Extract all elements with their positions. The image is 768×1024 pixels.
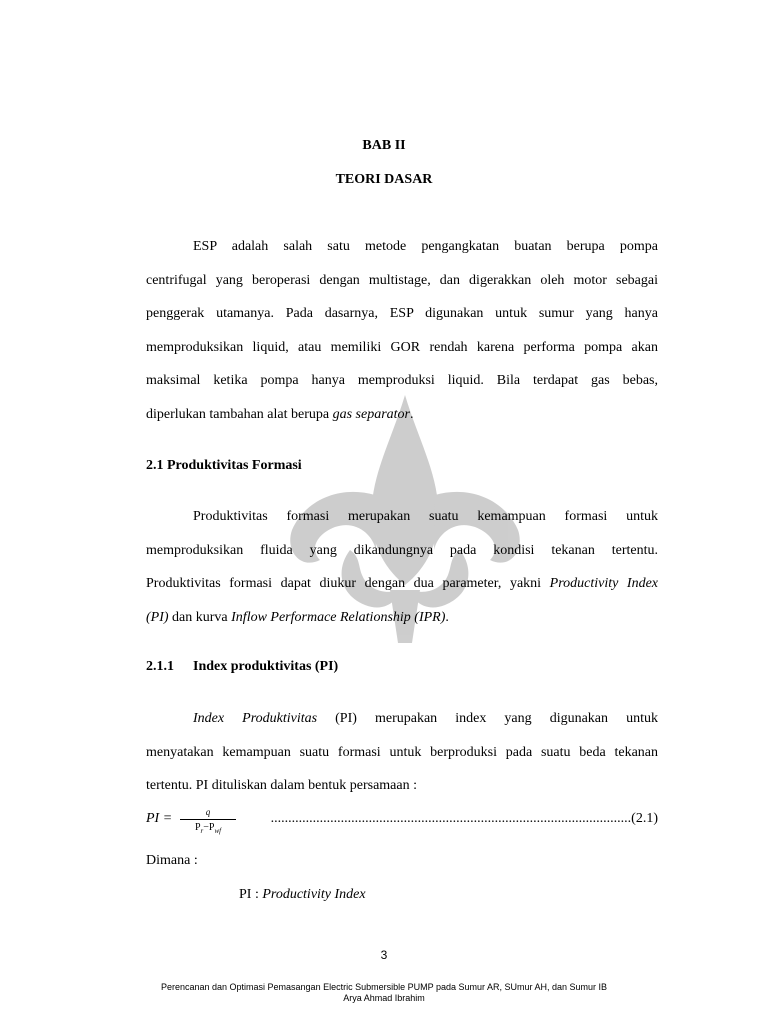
s21-line-4-end: . <box>445 609 449 625</box>
equation-numerator: q <box>205 807 211 817</box>
s211-term-index-produktivitas: Index Produktivitas <box>193 711 318 726</box>
equation-number: .......................................................................................................(2.1) <box>270 811 658 826</box>
s21-line-3-text: Produktivitas formasi dapat diukur dengan dua parameter, yakni <box>146 576 550 592</box>
section-2-1-1-title: Index produktivitas (PI) <box>193 659 339 674</box>
where-item-symbol: PI : <box>239 887 263 902</box>
s21-term-productivity-index: Productivity Index <box>549 576 658 592</box>
intro-line-6-end: . <box>410 406 414 422</box>
s211-line-1 <box>146 702 658 736</box>
section-2-1-1-number: 2.1.1 <box>146 659 174 674</box>
footer-author: Arya Ahmad Ibrahim <box>343 993 425 1003</box>
den-minus: − <box>203 822 209 833</box>
section-2-1-paragraph <box>146 500 658 634</box>
s21-line-3 <box>146 567 658 601</box>
chapter-title: TEORI DASAR <box>335 172 433 187</box>
s211-line-2: menyatakan kemampuan suatu formasi untuk berproduksi pada suatu beda tekanan <box>146 744 658 760</box>
s21-term-pi: (PI) <box>146 609 169 625</box>
s21-term-ipr: Inflow Performace Relationship (IPR) <box>231 609 446 625</box>
intro-paragraph <box>146 230 658 432</box>
section-2-1-heading: 2.1 Produktivitas Formasi <box>146 458 302 473</box>
intro-term-gas-separator: gas separator <box>332 406 410 422</box>
section-2-1-1-paragraph <box>146 702 658 803</box>
where-item-description: Productivity Index <box>262 887 366 902</box>
intro-line-5: maksimal ketika pompa hanya memproduksi liquid. Bila terdapat gas bebas, <box>146 373 658 389</box>
s21-line-2: memproduksikan fluida yang dikandungnya pada kondisi tekanan tertentu. <box>146 542 658 558</box>
intro-line-1: ESP adalah salah satu metode pengangkatan buatan berupa pompa <box>193 239 658 254</box>
intro-line-6-text: diperlukan tambahan alat berupa <box>146 406 333 422</box>
where-label: Dimana : <box>146 853 198 868</box>
s211-line-3: tertentu. PI dituliskan dalam bentuk persamaan : <box>146 778 417 794</box>
den-sub1: r <box>200 827 204 835</box>
footer-title: Perencanan dan Optimasi Pemasangan Electric Submersible PUMP pada Sumur AR, SUmur AH, dan Sumur IB <box>160 982 608 992</box>
page-number: 3 <box>380 948 388 962</box>
intro-line-2: centrifugal yang beroperasi dengan multistage, dan digerakkan oleh motor sebagai <box>146 272 658 288</box>
den-sub2: wf <box>214 827 222 835</box>
s211-line-1-text: (PI) merupakan index yang digunakan untuk <box>317 711 658 726</box>
where-item-pi <box>239 887 366 903</box>
intro-line-4: memproduksikan liquid, atau memiliki GOR rendah karena performa pompa akan <box>146 339 658 355</box>
intro-line-6 <box>146 398 658 432</box>
s21-line-4 <box>146 601 658 635</box>
chapter-label: BAB II <box>362 138 406 153</box>
s21-line-4-text: dan kurva <box>168 609 232 625</box>
den-p2: P <box>208 822 215 833</box>
den-p1: P <box>194 822 201 833</box>
intro-line-3: penggerak utamanya. Pada dasarnya, ESP digunakan untuk sumur yang hanya <box>146 306 658 322</box>
equation-2-1 <box>146 806 658 842</box>
equation-lhs: PI = <box>146 811 173 826</box>
s21-line-1: Produktivitas formasi merupakan suatu kemampuan formasi untuk <box>193 509 658 524</box>
